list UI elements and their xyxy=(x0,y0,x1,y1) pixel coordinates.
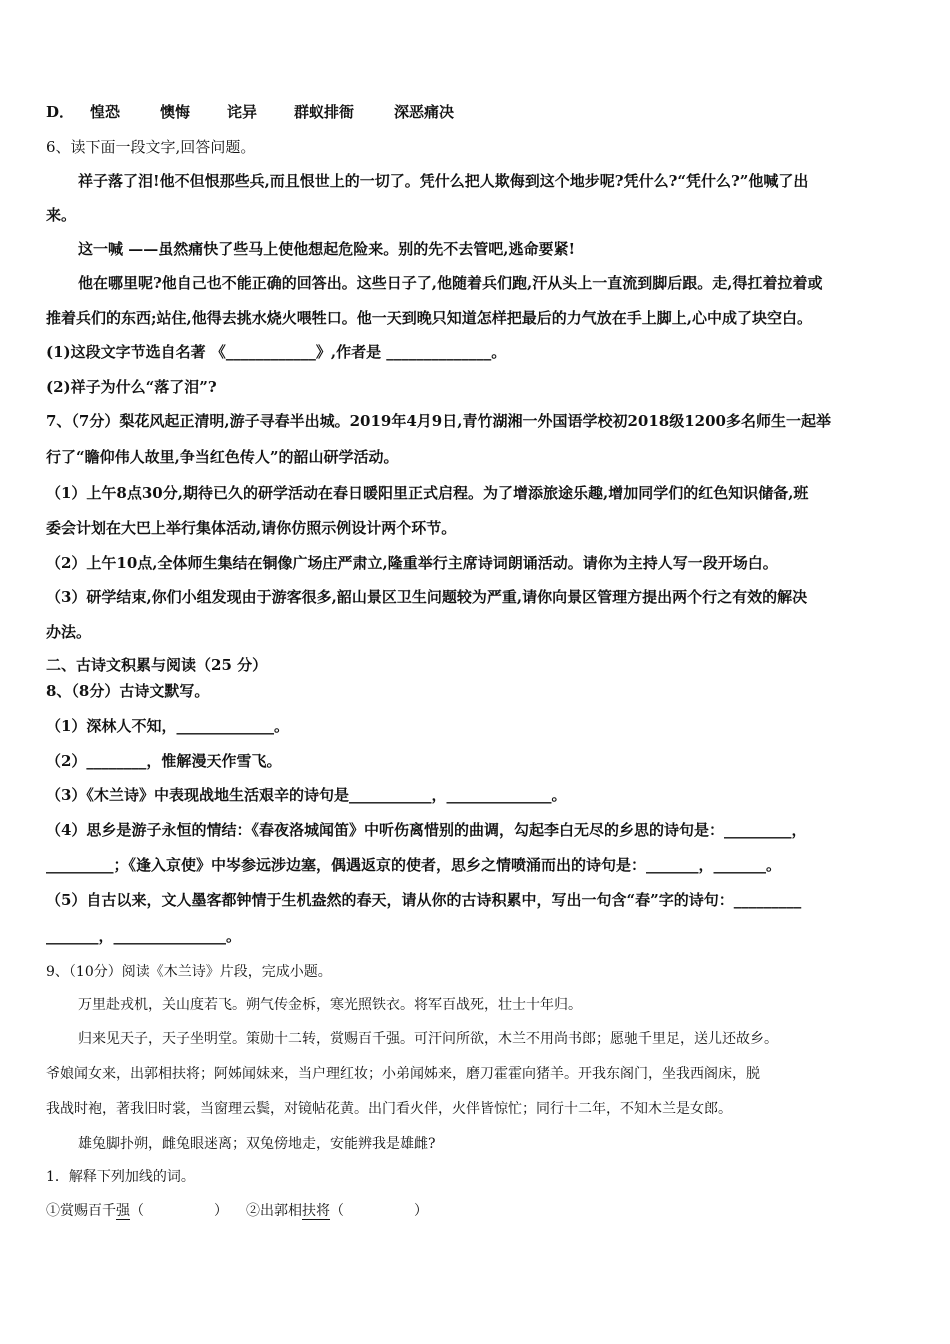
q6-passage-line: 祥子落了泪!他不但恨那些兵,而且恨世上的一切了。凭什么把人欺侮到这个地步呢?凭什么?“凭什么?”他喊了出 xyxy=(78,172,809,190)
q6-sub-question-2: (2)祥子为什么“落了泪”? xyxy=(46,378,217,396)
option-d-word-2: 懊悔 xyxy=(160,103,191,121)
q6-sub-question-1: (1)这段文字节选自名著 《____________》,作者是 ______________。 xyxy=(46,343,507,361)
q9-poem-line: 归来见天子，天子坐明堂。策勋十二转，赏赐百千强。可汗问所欲，木兰不用尚书郎；愿驰千里足，送儿还故乡。 xyxy=(78,1031,778,1047)
q7-sub-question-3: 办法。 xyxy=(46,623,92,641)
q8-item-2: （2）________，惟解漫天作雪飞。 xyxy=(46,752,282,770)
q9-heading: 9、（10分）阅读《木兰诗》片段，完成小题。 xyxy=(46,964,332,980)
q7-sub-question-1: （1）上午8点30分,期待已久的研学活动在春日暖阳里正式启程。为了增添旅途乐趣,增加同学们的红色知识储备,班 xyxy=(46,484,809,502)
word-item-2: ②出郭相扶将（ ） xyxy=(246,1203,428,1219)
q9-poem-line: 万里赴戎机，关山度若飞。朔气传金柝，寒光照铁衣。将军百战死，壮士十年归。 xyxy=(78,997,582,1013)
q8-item-5: _______，_______________。 xyxy=(46,927,242,945)
q6-passage-line: 这一喊 ——虽然痛快了些马上使他想起危险来。别的先不去管吧,逃命要紧! xyxy=(78,240,576,258)
option-d-line xyxy=(46,101,908,123)
q8-item-4: （4）思乡是游子永恒的情结：《春夜洛城闻笛》中听伤离惜别的曲调，勾起李白无尽的乡思的诗句是：_________， xyxy=(46,821,807,839)
option-d-word-5: 深恶痛决 xyxy=(394,103,455,121)
q9-poem-line: 我战时袍，著我旧时裳，当窗理云鬓，对镜帖花黄。出门看火伴，火伴皆惊忙；同行十二年，不知木兰是女郎。 xyxy=(46,1101,732,1117)
underlined-word: 扶将 xyxy=(302,1203,330,1219)
q9-poem-line: 雄兔脚扑朔，雌兔眼迷离；双兔傍地走，安能辨我是雄雌? xyxy=(78,1136,436,1152)
q9-poem-line: 爷娘闻女来，出郭相扶将；阿姊闻妹来，当户理红妆；小弟闻姊来，磨刀霍霍向猪羊。开我东阁门，坐我西阁床，脱 xyxy=(46,1066,760,1082)
underlined-word: 强 xyxy=(116,1203,130,1219)
q6-passage-line: 他在哪里呢?他自己也不能正确的回答出。这些日子了,他随着兵们跑,汗从头上一直流到脚后跟。走,得扛着拉着或 xyxy=(78,274,823,292)
q8-item-5: （5）自古以来，文人墨客都钟情于生机盎然的春天，请从你的古诗积累中，写出一句含“春”字的诗句：_________ xyxy=(46,891,802,909)
q8-item-3: （3）《木兰诗》中表现战地生活艰辛的诗句是___________，______________。 xyxy=(46,786,567,804)
q7-sub-question-2: （2）上午10点,全体师生集结在铜像广场庄严肃立,隆重举行主席诗词朗诵活动。请你为主持人写一段开场白。 xyxy=(46,554,778,572)
option-d-word-3: 诧异 xyxy=(227,103,258,121)
option-d-word-1: 惶恐 xyxy=(90,103,121,121)
q8-heading: 8、（8分）古诗文默写。 xyxy=(46,682,210,700)
q7-intro-line: 7、（7分）梨花风起正清明,游子寻春半出城。2019年4月9日,青竹湖湘一外国语学校初2018级1200多名师生一起举 xyxy=(46,412,831,430)
q9-sub-question-1: 1．解释下列加线的词。 xyxy=(46,1169,195,1185)
q6-passage-line: 来。 xyxy=(46,206,77,224)
q7-sub-question-3: （3）研学结束,你们小组发现由于游客很多,韶山景区卫生问题较为严重,请你向景区管理方提出两个行之有效的解决 xyxy=(46,588,808,606)
q7-sub-question-1: 委会计划在大巴上举行集体活动,请你仿照示例设计两个环节。 xyxy=(46,519,457,537)
q8-item-4: _________；《逢入京使》中岑参远涉边塞，偶遇返京的使者，思乡之情喷涌而出的诗句是：_______，_______。 xyxy=(46,856,782,874)
option-d-label: D． xyxy=(46,103,75,121)
word-item-1: ①赏赐百千强（ ） xyxy=(46,1203,228,1219)
option-d-word-4: 群蚁排衙 xyxy=(294,103,355,121)
q6-heading: 6、读下面一段文字,回答问题。 xyxy=(46,138,256,156)
q8-item-1: （1）深林人不知，_____________。 xyxy=(46,717,289,735)
q7-intro-line: 行了“瞻仰伟人故里,争当红色传人”的韶山研学活动。 xyxy=(46,448,399,466)
section-title: 二、古诗文积累与阅读（25 分） xyxy=(46,656,268,674)
q9-word-items xyxy=(46,1200,908,1222)
q6-passage-line: 推着兵们的东西;站住,他得去挑水烧火喂牲口。他一天到晚只知道怎样把最后的力气放在手上脚上,心中成了块空白。 xyxy=(46,309,812,327)
